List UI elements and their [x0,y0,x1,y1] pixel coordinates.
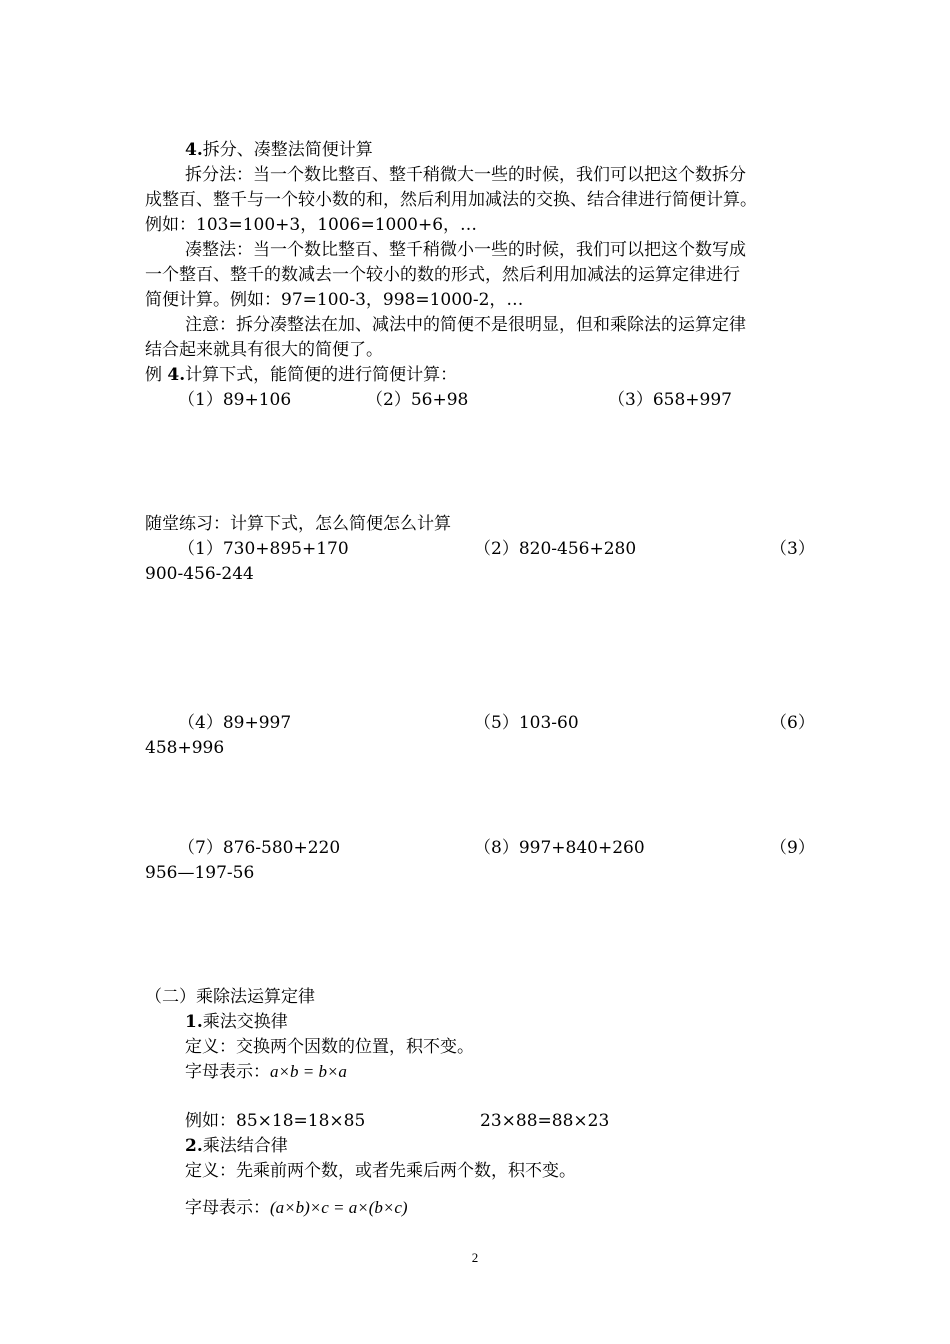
part-2-heading: （二）乘除法运算定律 [145,987,315,1007]
practice-item-9-label: （9） [770,838,815,858]
example-prefix: 例 [145,365,168,385]
practice-item-2: （2）820-456+280 [474,539,637,559]
split-method-line-3: 例如：103=100+3，1006=1000+6，… [145,215,478,235]
law-2-number: 2. [185,1136,203,1156]
practice-item-5: （5）103-60 [474,713,579,733]
law-2-definition: 定义：先乘前两个数，或者先乘后两个数，积不变。 [185,1161,576,1181]
law-2-letter-form [185,1196,408,1220]
practice-item-7: （7）876-580+220 [178,838,341,858]
practice-item-6-label: （6） [770,713,815,733]
page-number: 2 [471,1250,479,1265]
law-1-letter-form [185,1060,347,1084]
law-1-title [185,1010,288,1034]
example-4-heading [145,363,457,387]
law-2-formula: (a×b)×c = a×(b×c) [270,1198,408,1217]
law-2-letter-label: 字母表示： [185,1198,270,1218]
example-item-3: （3）658+997 [608,390,732,410]
law-1-letter-label: 字母表示： [185,1062,270,1082]
note-line-1: 注意：拆分凑整法在加、减法中的简便不是很明显，但和乘除法的运算定律 [185,315,746,335]
law-1-definition: 定义：交换两个因数的位置，积不变。 [185,1037,474,1057]
round-method-line-2: 一个整百、整千的数减去一个较小的数的形式，然后利用加减法的运算定律进行 [145,265,740,285]
practice-item-4: （4）89+997 [178,713,292,733]
example-item-1: （1）89+106 [178,390,292,410]
practice-item-3-label: （3） [770,539,815,559]
law-2-title-text: 乘法结合律 [202,1136,288,1156]
practice-title: 随堂练习：计算下式，怎么简便怎么计算 [145,514,451,534]
section-4-number: 4. [185,140,203,160]
law-1-example-b: 23×88=88×23 [480,1111,610,1131]
section-4-title [185,138,373,162]
law-1-example-a: 例如：85×18=18×85 [185,1111,366,1131]
law-1-title-text: 乘法交换律 [202,1012,288,1032]
law-2-title [185,1134,288,1158]
law-1-formula: a×b = b×a [270,1062,347,1081]
example-number: 4. [167,365,186,385]
law-1-number: 1. [185,1012,203,1032]
practice-item-6-expr: 458+996 [145,738,225,758]
practice-item-8: （8）997+840+260 [474,838,645,858]
round-method-line-3: 简便计算。例如：97=100-3，998=1000-2，… [145,290,524,310]
example-item-2: （2）56+98 [366,390,469,410]
split-method-line-1: 拆分法：当一个数比整百、整千稍微大一些的时候，我们可以把这个数拆分 [185,165,746,185]
section-4-title-text: 拆分、凑整法简便计算 [202,140,373,160]
split-method-line-2: 成整百、整千与一个较小数的和，然后利用加减法的交换、结合律进行简便计算。 [145,190,757,210]
note-line-2: 结合起来就具有很大的简便了。 [145,340,383,360]
example-text: 计算下式，能简便的进行简便计算： [185,365,458,385]
practice-item-1: （1）730+895+170 [178,539,349,559]
practice-item-9-expr: 956—197-56 [145,863,255,883]
round-method-line-1: 凑整法：当一个数比整百、整千稍微小一些的时候，我们可以把这个数写成 [185,240,746,260]
practice-item-3-expr: 900-456-244 [145,564,254,584]
